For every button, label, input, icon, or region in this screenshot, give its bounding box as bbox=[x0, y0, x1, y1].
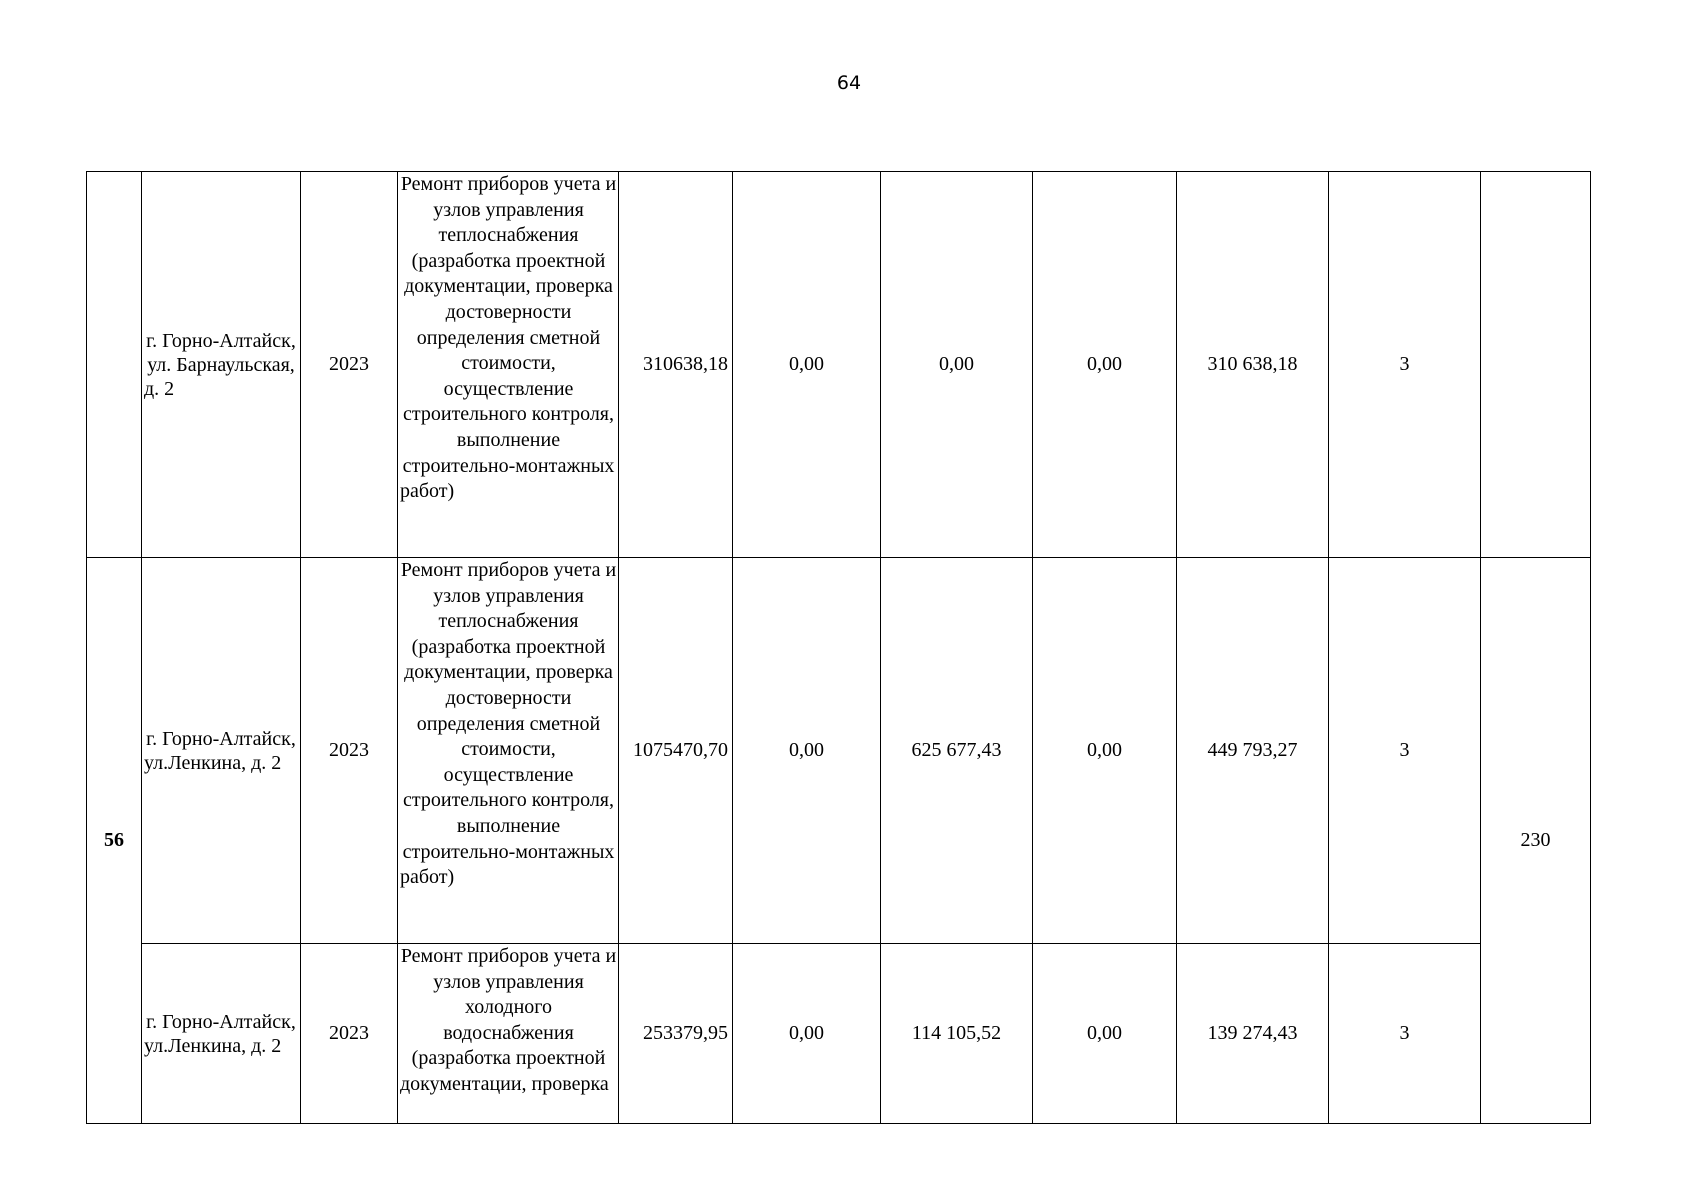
page-number: 64 bbox=[836, 72, 862, 94]
amount-cell-8: 0,00 bbox=[1033, 172, 1177, 558]
count-cell: 3 bbox=[1329, 558, 1481, 944]
amount-cell-6: 0,00 bbox=[733, 172, 881, 558]
amount-cell-6: 0,00 bbox=[733, 944, 881, 1124]
amount-cell-9: 310 638,18 bbox=[1177, 172, 1329, 558]
amount-cell-8: 0,00 bbox=[1033, 558, 1177, 944]
table-row bbox=[87, 944, 1591, 1124]
table-row bbox=[87, 558, 1591, 944]
year-cell: 2023 bbox=[301, 944, 398, 1124]
amount-cell-9: 139 274,43 bbox=[1177, 944, 1329, 1124]
address-cell: г. Горно-Алтайск, ул.Ленкина, д. 2 bbox=[142, 944, 301, 1124]
total-cost-cell: 1075470,70 bbox=[619, 558, 733, 944]
last-column-cell: 230 bbox=[1481, 558, 1591, 1124]
last-column-cell-empty bbox=[1481, 172, 1591, 558]
amount-cell-7: 625 677,43 bbox=[881, 558, 1033, 944]
amount-cell-7: 0,00 bbox=[881, 172, 1033, 558]
amount-cell-9: 449 793,27 bbox=[1177, 558, 1329, 944]
program-table bbox=[86, 171, 1591, 1124]
row-number-cell-empty bbox=[87, 172, 142, 558]
work-description-cell: Ремонт приборов учета и узлов управления теплоснабжения (разработка проектной документации, проверка достоверности определения сметной стоимости, осуществление строительного контроля, выполнение строительно-монтажных работ) bbox=[398, 558, 619, 944]
total-cost-cell: 310638,18 bbox=[619, 172, 733, 558]
work-description-cell: Ремонт приборов учета и узлов управления теплоснабжения (разработка проектной документации, проверка достоверности определения сметной стоимости, осуществление строительного контроля, выполнение строительно-монтажных работ) bbox=[398, 172, 619, 558]
address-cell: г. Горно-Алтайск, ул.Ленкина, д. 2 bbox=[142, 558, 301, 944]
address-cell: г. Горно-Алтайск, ул. Барнаульская, д. 2 bbox=[142, 172, 301, 558]
total-cost-cell: 253379,95 bbox=[619, 944, 733, 1124]
amount-cell-8: 0,00 bbox=[1033, 944, 1177, 1124]
year-cell: 2023 bbox=[301, 558, 398, 944]
work-description-cell: Ремонт приборов учета и узлов управления холодного водоснабжения (разработка проектной документации, проверка bbox=[398, 944, 619, 1124]
year-cell: 2023 bbox=[301, 172, 398, 558]
row-number-cell: 56 bbox=[87, 558, 142, 1124]
count-cell: 3 bbox=[1329, 172, 1481, 558]
table-row bbox=[87, 172, 1591, 558]
count-cell: 3 bbox=[1329, 944, 1481, 1124]
amount-cell-7: 114 105,52 bbox=[881, 944, 1033, 1124]
amount-cell-6: 0,00 bbox=[733, 558, 881, 944]
